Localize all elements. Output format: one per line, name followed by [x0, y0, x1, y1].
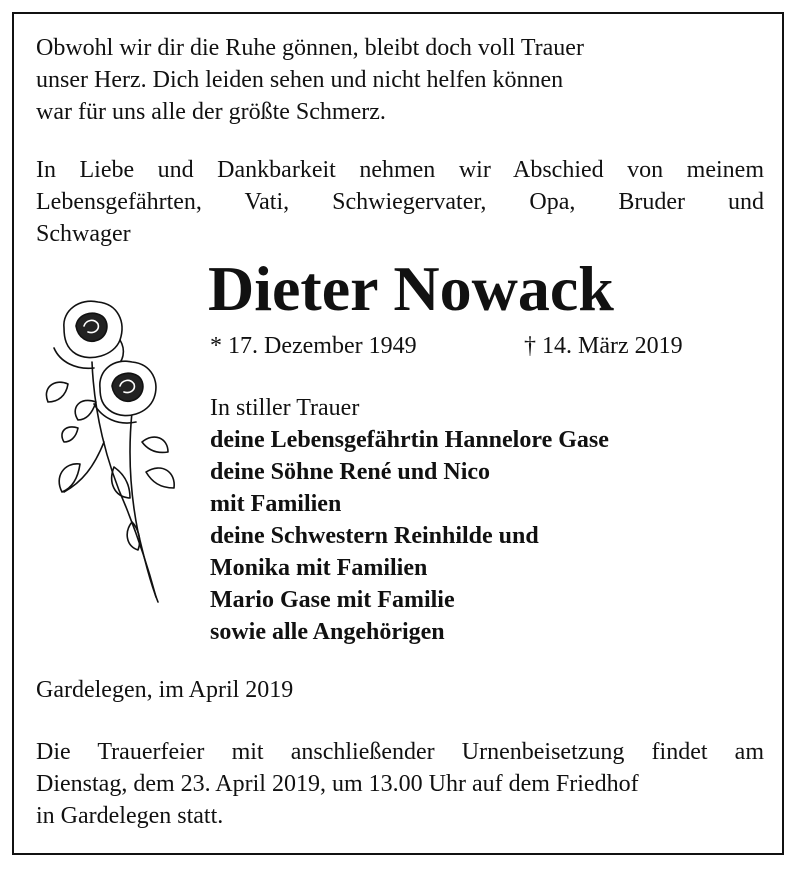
birth-date: * 17. Dezember 1949 [210, 333, 417, 359]
deceased-name: Dieter Nowack [208, 253, 614, 324]
poem-line-2: unser Herz. Dich leiden sehen und nicht helfen können [36, 67, 564, 93]
funeral-line-1: Die Trauerfeier mit anschließender Urnenbeisetzung findet am [36, 739, 764, 765]
funeral-line-3: in Gardelegen statt. [36, 803, 224, 829]
place-date: Gardelegen, im April 2019 [36, 677, 294, 703]
death-date: † 14. März 2019 [524, 333, 683, 359]
mourner-line: deine Söhne René und Nico [210, 459, 491, 485]
intro-line-3: Schwager [36, 221, 131, 247]
mourner-line: deine Schwestern Reinhilde und [210, 523, 539, 549]
mourner-line: mit Familien [210, 491, 342, 517]
mourner-line: deine Lebensgefährtin Hannelore Gase [210, 427, 609, 453]
intro-line-2: Lebensgefährten, Vati, Schwiegervater, Opa, Bruder und [36, 189, 764, 215]
roses-icon [34, 292, 184, 612]
poem-line-1: Obwohl wir dir die Ruhe gönnen, bleibt doch voll Trauer [36, 35, 584, 61]
poem-line-3: war für uns alle der größte Schmerz. [36, 99, 386, 125]
funeral-line-2: Dienstag, dem 23. April 2019, um 13.00 Uhr auf dem Friedhof [36, 771, 639, 797]
mourner-line: Mario Gase mit Familie [210, 587, 455, 613]
intro-line-1: In Liebe und Dankbarkeit nehmen wir Abschied von meinem [36, 157, 764, 183]
mourners-heading: In stiller Trauer [210, 395, 360, 421]
mourner-line: sowie alle Angehörigen [210, 619, 445, 645]
mourner-line: Monika mit Familien [210, 555, 428, 581]
